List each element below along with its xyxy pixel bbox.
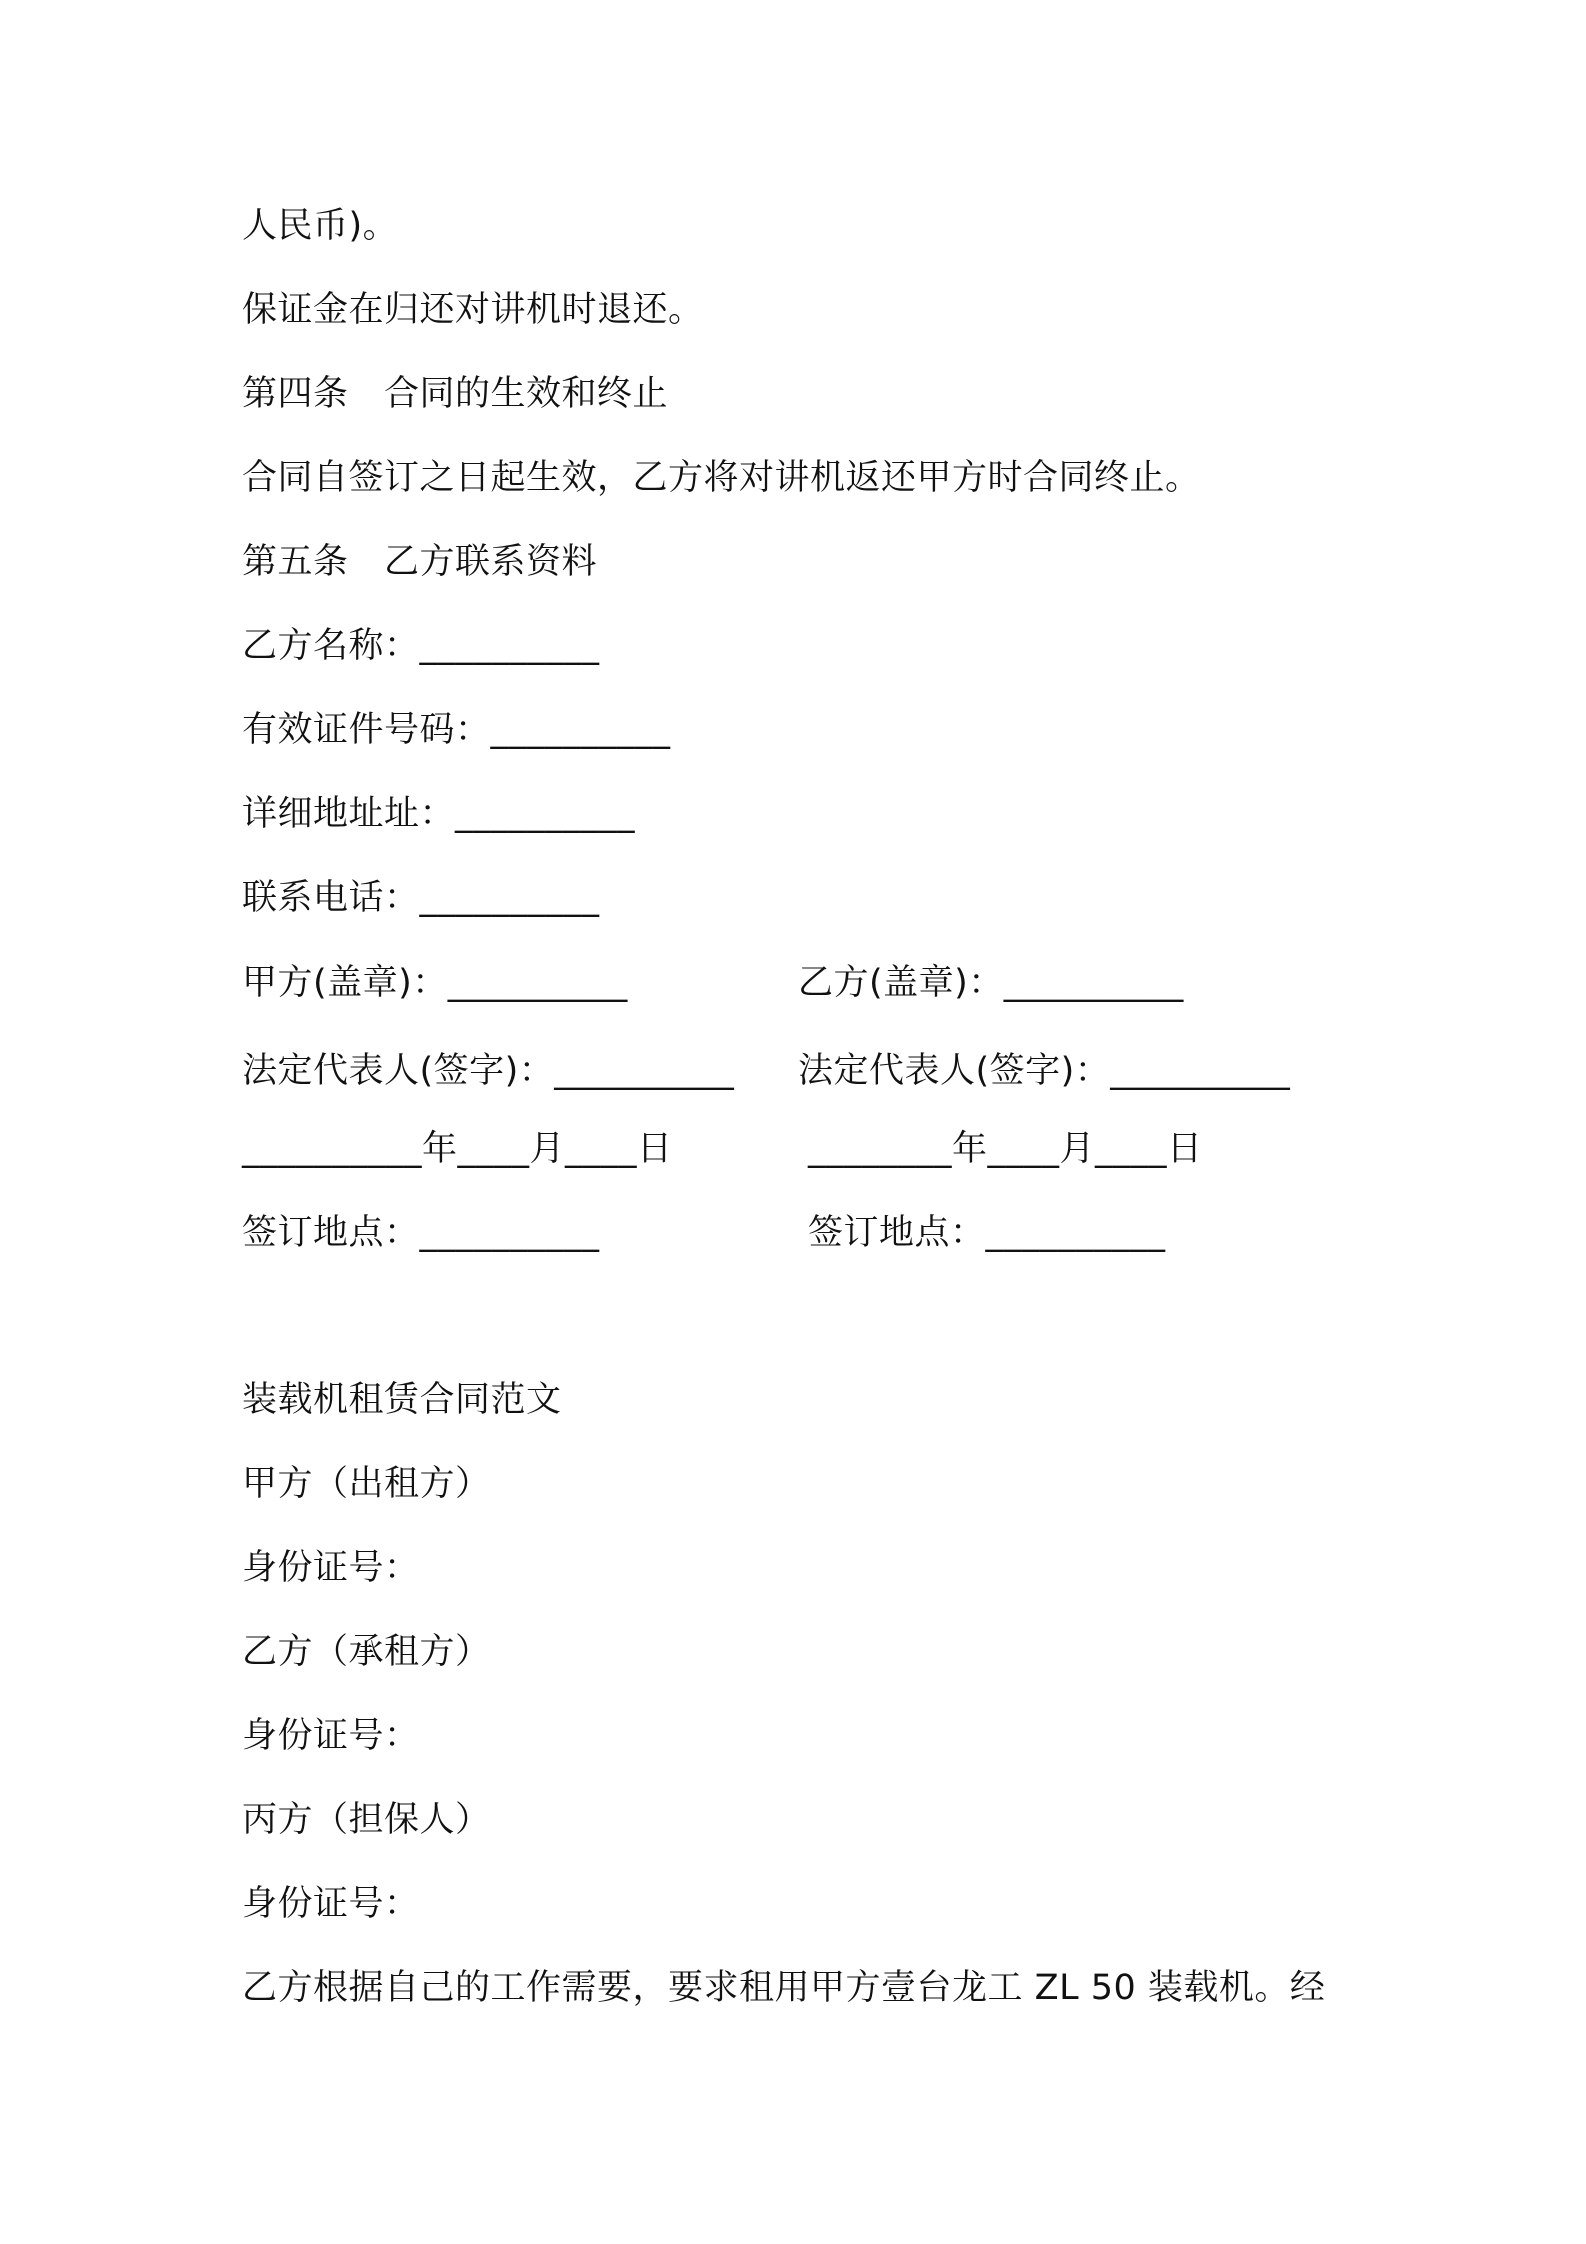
lessee-id-label: 身份证号： <box>242 1716 420 1756</box>
text-line: 合同自签订之日起生效，乙方将对讲机返还甲方时合同终止。 <box>242 458 1201 498</box>
party-a-place: 签订地点：__________ <box>242 1213 600 1253</box>
contract-title: 装载机租赁合同范文 <box>242 1380 562 1420</box>
party-a-date: __________年____月____日 <box>242 1129 673 1169</box>
party-a-seal: 甲方(盖章)：__________ <box>242 963 628 1003</box>
text-line: 人民币)。 <box>242 206 399 246</box>
guarantor-id-label: 身份证号： <box>242 1884 420 1924</box>
party-b-place: 签订地点：__________ <box>808 1213 1166 1253</box>
text-line: 保证金在归还对讲机时退还。 <box>242 290 704 330</box>
lessor-id-label: 身份证号： <box>242 1548 420 1588</box>
party-b-date: ________年____月____日 <box>808 1129 1203 1169</box>
section-heading: 第五条 乙方联系资料 <box>242 542 598 582</box>
form-field-phone: 联系电话：__________ <box>242 878 600 918</box>
section-heading: 第四条 合同的生效和终止 <box>242 374 669 414</box>
party-b-seal: 乙方(盖章)：__________ <box>798 963 1184 1003</box>
body-paragraph: 乙方根据自己的工作需要，要求租用甲方壹台龙工 ZL 50 装载机。经 <box>242 1968 1326 2008</box>
form-field-name: 乙方名称：__________ <box>242 626 600 666</box>
lessee-label: 乙方（承租方） <box>242 1632 491 1672</box>
lessor-label: 甲方（出租方） <box>242 1464 491 1504</box>
form-field-address: 详细地址址：__________ <box>242 794 636 834</box>
party-a-representative: 法定代表人(签字)：__________ <box>242 1051 735 1091</box>
guarantor-label: 丙方（担保人） <box>242 1800 491 1840</box>
form-field-id: 有效证件号码：__________ <box>242 710 671 750</box>
party-b-representative: 法定代表人(签字)：__________ <box>798 1051 1291 1091</box>
